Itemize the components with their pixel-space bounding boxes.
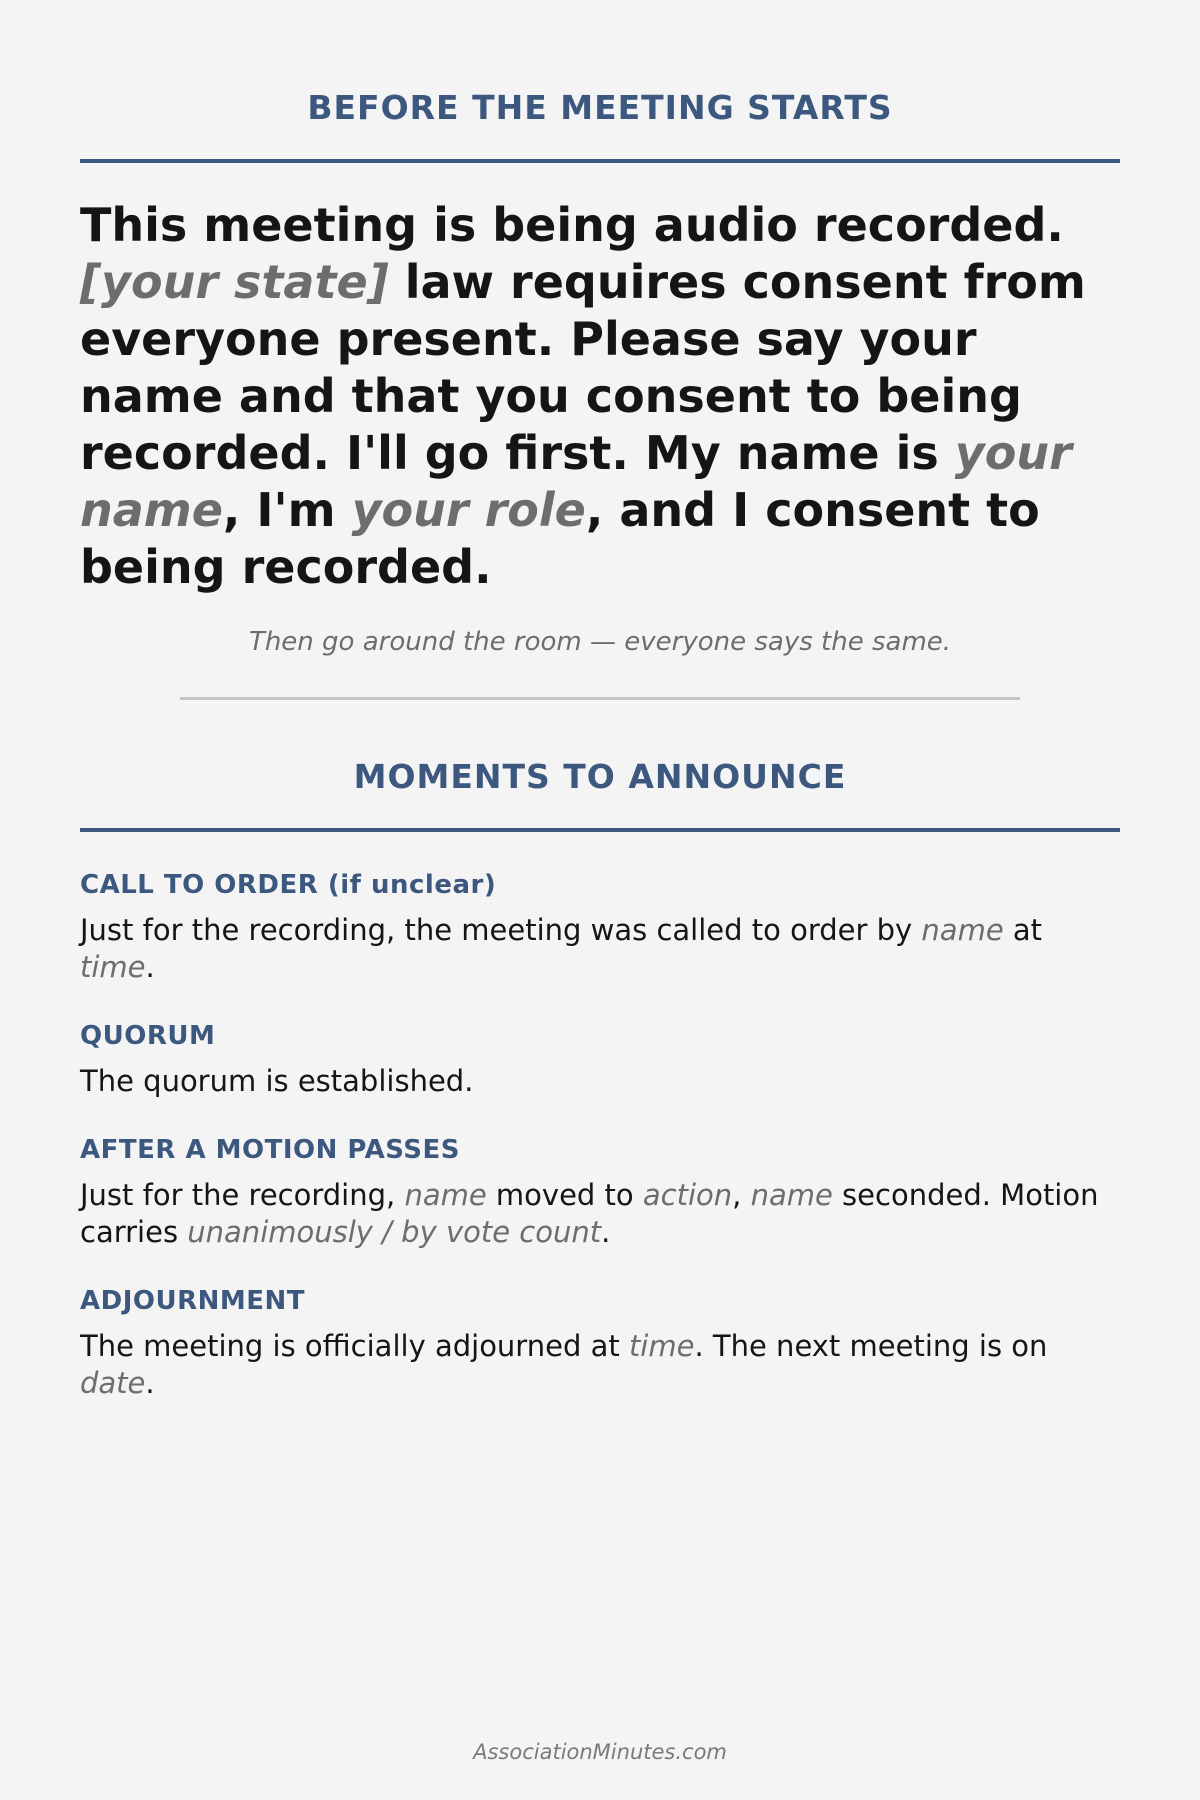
go-around-instruction: Then go around the room — everyone says the same. xyxy=(248,627,952,657)
motion-text-3: , xyxy=(732,1178,751,1212)
moment-motion-passes xyxy=(80,1133,1120,1251)
call-to-order-text-2: at xyxy=(1003,913,1043,947)
consent-script-text-1: This meeting is being audio recorded. xyxy=(80,198,1064,252)
moment-quorum xyxy=(80,1019,1120,1100)
name-placeholder: your name xyxy=(80,426,1072,537)
motion-text xyxy=(80,1177,1120,1251)
before-meeting-title: BEFORE THE MEETING STARTS xyxy=(307,88,893,127)
action-placeholder: action xyxy=(642,1178,733,1212)
consent-script xyxy=(80,197,1120,596)
adjournment-text xyxy=(80,1328,1120,1402)
vote-placeholder: unanimously / by vote count xyxy=(187,1215,602,1249)
quorum-label: QUORUM xyxy=(80,1021,216,1051)
time-placeholder: time xyxy=(80,950,146,984)
motion-text-2: moved to xyxy=(486,1178,643,1212)
section-divider xyxy=(180,697,1020,700)
motion-label: AFTER A MOTION PASSES xyxy=(80,1135,460,1165)
adjournment-text-2: . The next meeting is on xyxy=(694,1329,1048,1363)
cheat-sheet-page xyxy=(80,0,1120,1800)
call-to-order-label: CALL TO ORDER (if unclear) xyxy=(80,870,497,900)
moments-list xyxy=(80,868,1120,1435)
call-to-order-text-1: Just for the recording, the meeting was called to order by xyxy=(80,913,922,947)
consent-script-text-2: law requires consent from everyone present. Please say your name and that you consent to being recorded. I'll go first. My name is xyxy=(80,255,1086,480)
call-to-order-text xyxy=(80,912,1120,986)
quorum-text: The quorum is established. xyxy=(80,1064,474,1098)
motion-text-4: seconded. Motion carries xyxy=(80,1178,1099,1249)
adjournment-label: ADJOURNMENT xyxy=(80,1286,306,1316)
moments-title: MOMENTS TO ANNOUNCE xyxy=(353,757,847,796)
seconder-name-placeholder: name xyxy=(750,1178,833,1212)
consent-script-text-4: , and I consent to being recorded. xyxy=(80,483,1040,594)
footer-site-credit: AssociationMinutes.com xyxy=(473,1740,727,1764)
adjournment-text-3: . xyxy=(145,1366,155,1400)
motion-text-1: Just for the recording, xyxy=(80,1178,405,1212)
moment-adjournment xyxy=(80,1284,1120,1402)
adjournment-text-1: The meeting is officially adjourned at xyxy=(80,1329,629,1363)
moments-rule xyxy=(80,828,1120,832)
motion-text-5: . xyxy=(601,1215,611,1249)
state-placeholder: [your state] xyxy=(80,255,389,309)
consent-script-text-3: , I'm xyxy=(222,483,352,537)
time-placeholder: time xyxy=(628,1329,695,1363)
name-placeholder: name xyxy=(921,913,1004,947)
moment-call-to-order xyxy=(80,868,1120,986)
call-to-order-text-3: . xyxy=(145,950,155,984)
date-placeholder: date xyxy=(80,1366,146,1400)
role-placeholder: your role xyxy=(351,483,586,537)
mover-name-placeholder: name xyxy=(404,1178,487,1212)
before-meeting-rule xyxy=(80,159,1120,163)
